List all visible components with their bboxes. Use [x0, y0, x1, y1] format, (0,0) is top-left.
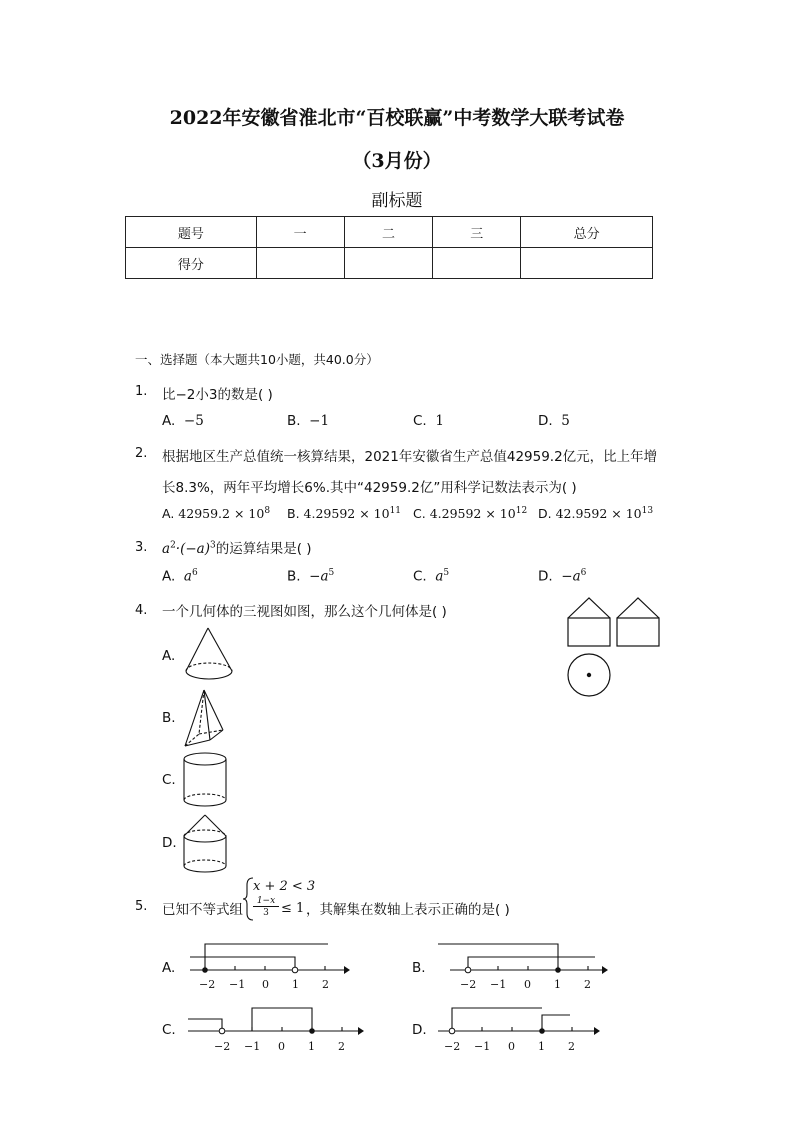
- option-value: a: [435, 568, 444, 585]
- option-b[interactable]: [287, 568, 334, 585]
- question-text: 一个几何体的三视图如图，那么这个几何体是( ): [162, 604, 447, 620]
- expr-mid: ·(−a): [175, 541, 210, 557]
- option-c[interactable]: [413, 506, 527, 521]
- number-line-a[interactable]: [180, 936, 360, 996]
- option-label: B.: [287, 413, 301, 429]
- option-d[interactable]: [538, 506, 653, 521]
- option-d[interactable]: [538, 413, 570, 429]
- number-line-d[interactable]: [430, 1000, 610, 1060]
- option-exponent: 5: [443, 568, 450, 578]
- option-b-label: B.: [412, 960, 426, 976]
- inequality-2-relation: ≤ 1: [281, 901, 305, 916]
- option-label: C.: [413, 506, 426, 522]
- option-label: C.: [413, 413, 427, 429]
- front-view-icon: [568, 598, 610, 646]
- question-number: 2.: [135, 446, 148, 461]
- tick-label: −2: [444, 1040, 461, 1053]
- score-table-header: 二: [344, 217, 433, 248]
- option-d-label: D.: [412, 1022, 427, 1038]
- three-views-figure: [560, 590, 670, 700]
- score-row-label: 得分: [126, 248, 257, 279]
- inequality-1: x + 2 < 3: [253, 879, 316, 894]
- question-number: 3.: [135, 540, 148, 555]
- tick-label: 1: [538, 1040, 545, 1053]
- score-table-header: 一: [256, 217, 344, 248]
- question-text: 根据地区生产总值统一核算结果，2021年安徽省生产总值42959.2亿元，比上年增: [162, 449, 658, 465]
- option-value: −a: [561, 568, 581, 585]
- cylinder-icon[interactable]: [180, 750, 240, 812]
- option-value: 4.29592 × 10: [429, 506, 516, 522]
- score-table-header: 三: [433, 217, 521, 248]
- option-value: 1: [435, 413, 444, 429]
- option-exponent: 12: [515, 506, 528, 516]
- tick-label: 1: [308, 1040, 315, 1053]
- option-c-label: C.: [162, 1022, 176, 1038]
- score-table-header-row: [126, 217, 653, 248]
- inequality-2-numerator: 1−x: [253, 896, 279, 907]
- option-exponent: 6: [580, 568, 587, 578]
- tick-label: 2: [568, 1040, 575, 1053]
- option-value: 42959.2 × 10: [178, 506, 265, 522]
- tick-label: −1: [490, 978, 507, 991]
- tick-label: 2: [584, 978, 591, 991]
- expr-base: a: [162, 541, 171, 557]
- option-value: −5: [183, 413, 204, 429]
- option-value: −1: [309, 413, 330, 429]
- option-exponent: 6: [191, 568, 198, 578]
- tick-label: 2: [322, 978, 329, 991]
- score-table-header: 总分: [521, 217, 653, 248]
- tick-label: −2: [214, 1040, 231, 1053]
- question-number: 5.: [135, 899, 148, 914]
- tick-label: −1: [474, 1040, 491, 1053]
- option-value: 42.9592 × 10: [555, 506, 642, 522]
- option-a-label: A.: [162, 648, 176, 664]
- tick-label: 2: [338, 1040, 345, 1053]
- tick-label: 1: [554, 978, 561, 991]
- tick-label: −1: [229, 978, 246, 991]
- number-line-c[interactable]: [180, 1000, 370, 1060]
- option-label: D.: [538, 413, 553, 429]
- option-label: D.: [538, 568, 553, 585]
- option-a[interactable]: [162, 506, 270, 521]
- score-table-header: 题号: [126, 217, 257, 248]
- option-label: B.: [287, 568, 301, 585]
- option-a-label: A.: [162, 960, 176, 976]
- question-text-tail: ，其解集在数轴上表示正确的是( ): [306, 902, 510, 918]
- option-value: 4.29592 × 10: [303, 506, 390, 522]
- cone-icon[interactable]: [180, 624, 240, 684]
- tick-label: 0: [524, 978, 531, 991]
- tick-label: −1: [244, 1040, 261, 1053]
- number-line-b[interactable]: [430, 936, 620, 996]
- tick-label: 0: [508, 1040, 515, 1053]
- pyramid-icon[interactable]: [180, 686, 240, 750]
- exam-title-month: （3月份）: [352, 150, 442, 172]
- tick-label: 0: [278, 1040, 285, 1053]
- option-label: C.: [413, 568, 427, 585]
- section-heading: 一、选择题（本大题共10小题，共40.0分）: [135, 352, 379, 367]
- option-d-label: D.: [162, 835, 177, 851]
- expr-exponent: 3: [209, 540, 216, 551]
- question-text-tail: 的运算结果是( ): [215, 541, 312, 557]
- cone-on-cylinder-icon[interactable]: [180, 812, 240, 876]
- option-a[interactable]: [162, 568, 198, 585]
- inequality-2-denominator: 3: [263, 908, 269, 918]
- option-label: B.: [287, 506, 300, 522]
- option-c[interactable]: [413, 568, 449, 585]
- score-cell[interactable]: [521, 248, 653, 279]
- score-cell[interactable]: [344, 248, 433, 279]
- tick-label: 1: [292, 978, 299, 991]
- option-label: A.: [162, 506, 175, 522]
- option-exponent: 5: [328, 568, 335, 578]
- option-d[interactable]: [538, 568, 586, 585]
- tick-label: 0: [262, 978, 269, 991]
- option-b[interactable]: [287, 413, 329, 429]
- option-exponent: 11: [389, 506, 402, 516]
- option-b[interactable]: [287, 506, 401, 521]
- option-value: −a: [309, 568, 329, 585]
- option-exponent: 8: [264, 506, 271, 516]
- expr-exponent: 2: [170, 540, 176, 551]
- option-label: A.: [162, 568, 176, 585]
- top-view-center-dot: [587, 673, 591, 677]
- option-value: a: [183, 568, 192, 585]
- option-b-label: B.: [162, 710, 176, 726]
- tick-label: −2: [460, 978, 477, 991]
- question-number: 4.: [135, 603, 148, 618]
- option-a[interactable]: [162, 413, 204, 429]
- score-table-row: [126, 248, 653, 279]
- option-value: 5: [561, 413, 570, 429]
- question-text: 比−2小3的数是( ): [162, 387, 273, 403]
- side-view-icon: [617, 598, 659, 646]
- option-label: A.: [162, 413, 176, 429]
- question-text: [162, 537, 312, 557]
- exam-title: 2022年安徽省淮北市“百校联赢”中考数学大联考试卷: [169, 107, 625, 129]
- option-label: D.: [538, 506, 552, 522]
- question-number: 1.: [135, 384, 148, 399]
- question-text-continued: 长8.3%，两年平均增长6%.其中“42959.2亿”用科学记数法表示为( ): [162, 480, 577, 496]
- option-c-label: C.: [162, 772, 176, 788]
- option-c[interactable]: [413, 413, 444, 429]
- option-exponent: 13: [641, 506, 654, 516]
- score-cell[interactable]: [433, 248, 521, 279]
- subtitle: 副标题: [371, 191, 423, 211]
- question-text: 已知不等式组: [162, 902, 243, 918]
- score-cell[interactable]: [256, 248, 344, 279]
- score-table: [125, 216, 653, 279]
- tick-label: −2: [199, 978, 216, 991]
